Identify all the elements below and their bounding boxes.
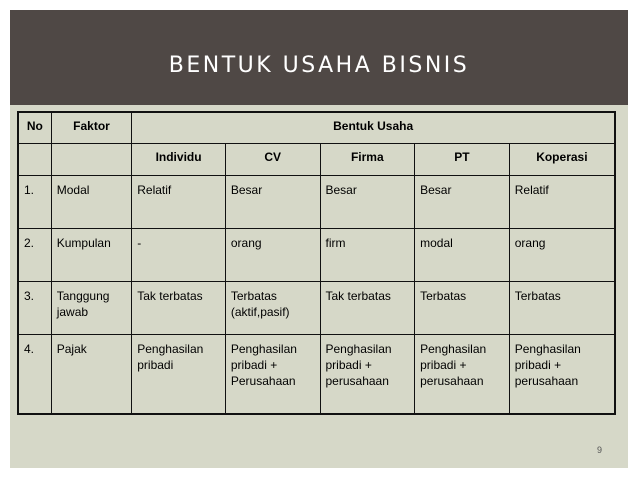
table-cell: Penghasilan pribadi + Perusahaan: [225, 335, 320, 415]
subheader-cv: CV: [225, 144, 320, 176]
table-header-row: [18, 112, 615, 144]
row-faktor: Pajak: [51, 335, 132, 415]
subheader-firma: Firma: [320, 144, 415, 176]
table-subheader-row: [18, 144, 615, 176]
table-cell: Penghasilan pribadi + perusahaan: [509, 335, 615, 415]
page-number: 9: [596, 445, 602, 455]
row-faktor: Modal: [51, 176, 132, 229]
table-cell: Tak terbatas: [132, 282, 226, 335]
table-cell: orang: [509, 229, 615, 282]
row-no: 2.: [18, 229, 51, 282]
table-cell: Besar: [415, 176, 510, 229]
table-cell: Relatif: [509, 176, 615, 229]
table-row: [18, 176, 615, 229]
table-row: [18, 282, 615, 335]
header-bentuk-usaha: Bentuk Usaha: [132, 112, 615, 144]
table-cell: Penghasilan pribadi + perusahaan: [415, 335, 510, 415]
table-row: [18, 229, 615, 282]
table-cell: Terbatas (aktif,pasif): [225, 282, 320, 335]
table-cell: Tak terbatas: [320, 282, 415, 335]
table-cell: Penghasilan pribadi + perusahaan: [320, 335, 415, 415]
table-cell: -: [132, 229, 226, 282]
row-no: 1.: [18, 176, 51, 229]
header-faktor-empty: [51, 144, 132, 176]
header-no: No: [18, 112, 51, 144]
subheader-individu: Individu: [132, 144, 226, 176]
business-forms-table: [17, 111, 616, 415]
table-cell: Relatif: [132, 176, 226, 229]
table-cell: modal: [415, 229, 510, 282]
header-no-empty: [18, 144, 51, 176]
slide-header: [10, 10, 628, 105]
table-cell: Terbatas: [415, 282, 510, 335]
table-cell: Besar: [225, 176, 320, 229]
table-cell: firm: [320, 229, 415, 282]
table-cell: orang: [225, 229, 320, 282]
slide-title: BENTUK USAHA BISNIS: [168, 53, 470, 78]
slide-content: [10, 105, 628, 468]
subheader-koperasi: Koperasi: [509, 144, 615, 176]
table-cell: Besar: [320, 176, 415, 229]
row-no: 3.: [18, 282, 51, 335]
subheader-pt: PT: [415, 144, 510, 176]
row-no: 4.: [18, 335, 51, 415]
table-cell: Penghasilan pribadi: [132, 335, 226, 415]
row-faktor: Kumpulan: [51, 229, 132, 282]
table-row: [18, 335, 615, 415]
row-faktor: Tanggung jawab: [51, 282, 132, 335]
table-cell: Terbatas: [509, 282, 615, 335]
header-faktor: Faktor: [51, 112, 132, 144]
